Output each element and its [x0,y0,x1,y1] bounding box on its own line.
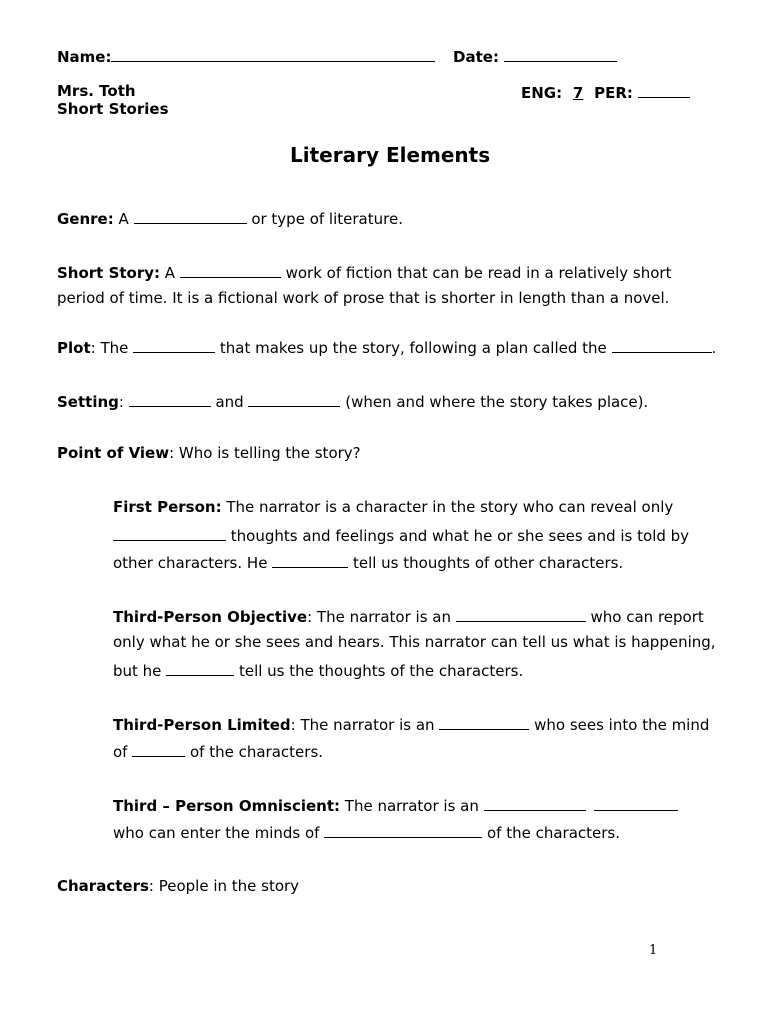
third-objective-line3: but he tell us the thoughts of the characters. [113,662,524,680]
short-story-line2: period of time. It is a fictional work of prose that is shorter in length than a novel. [57,289,670,307]
genre-blank[interactable] [134,210,247,224]
date-label: Date: [453,48,499,66]
third-limited-line2: of of the characters. [113,743,324,761]
short-story-term: Short Story: [57,264,161,282]
setting-term: Setting [57,393,119,411]
first-person-blank-2[interactable] [272,554,348,568]
plot-blank-2[interactable] [612,339,712,353]
plot-line: Plot: The that makes up the story, following a plan called the . [57,339,717,357]
third-omniscient-term: Third – Person Omniscient: [113,797,341,815]
first-person-line1: First Person: The narrator is a character in the story who can reveal only [113,498,674,516]
plot-term: Plot [57,339,91,357]
third-limited-blank-1[interactable] [439,716,529,730]
eng-value: 7 [572,84,584,102]
characters-term: Characters [57,877,149,895]
third-omniscient-blank-3[interactable] [324,824,482,838]
third-omniscient-line1: Third – Person Omniscient: The narrator is an [113,797,678,814]
course-name: Short Stories [57,100,169,118]
name-line [57,48,617,65]
third-omniscient-line2: who can enter the minds of of the characters. [113,824,621,842]
name-label: Name: [57,48,112,66]
third-limited-line1: Third-Person Limited: The narrator is an who sees into the mind [113,716,710,734]
name-blank[interactable] [111,48,435,62]
first-person-line3: other characters. He tell us thoughts of other characters. [113,554,624,572]
third-objective-blank-2[interactable] [166,662,234,676]
third-omniscient-blank-2[interactable] [594,797,678,811]
third-objective-blank-1[interactable] [456,608,586,622]
page-title: Literary Elements [290,143,491,167]
pov-line: Point of View: Who is telling the story? [57,444,361,462]
third-limited-term: Third-Person Limited [113,716,291,734]
setting-blank-2[interactable] [248,393,340,407]
plot-blank-1[interactable] [133,339,215,353]
setting-blank-1[interactable] [129,393,211,407]
third-objective-line2: only what he or she sees and hears. This narrator can tell us what is happening, [113,633,716,651]
first-person-term: First Person: [113,498,222,516]
per-blank[interactable] [638,84,690,98]
genre-line: Genre: A or type of literature. [57,210,403,228]
short-story-blank[interactable] [180,264,281,278]
third-limited-blank-2[interactable] [132,743,185,757]
third-objective-term: Third-Person Objective [113,608,308,626]
eng-label: ENG: [521,84,563,102]
characters-line: Characters: People in the story [57,877,300,895]
short-story-line1: Short Story: A work of fiction that can be read in a relatively short [57,264,672,282]
setting-line: Setting: and (when and where the story takes place). [57,393,649,411]
pov-term: Point of View [57,444,170,462]
first-person-blank-1[interactable] [113,527,226,541]
third-objective-line1: Third-Person Objective: The narrator is an who can report [113,608,704,626]
teacher-name: Mrs. Toth [57,82,136,100]
eng-per-line [521,84,690,101]
per-label: PER: [594,84,633,102]
third-omniscient-blank-1[interactable] [484,797,586,811]
genre-term: Genre: [57,210,114,228]
date-blank[interactable] [504,48,617,62]
first-person-line2: thoughts and feelings and what he or she sees and is told by [113,527,689,544]
page-number: 1 [649,943,658,958]
